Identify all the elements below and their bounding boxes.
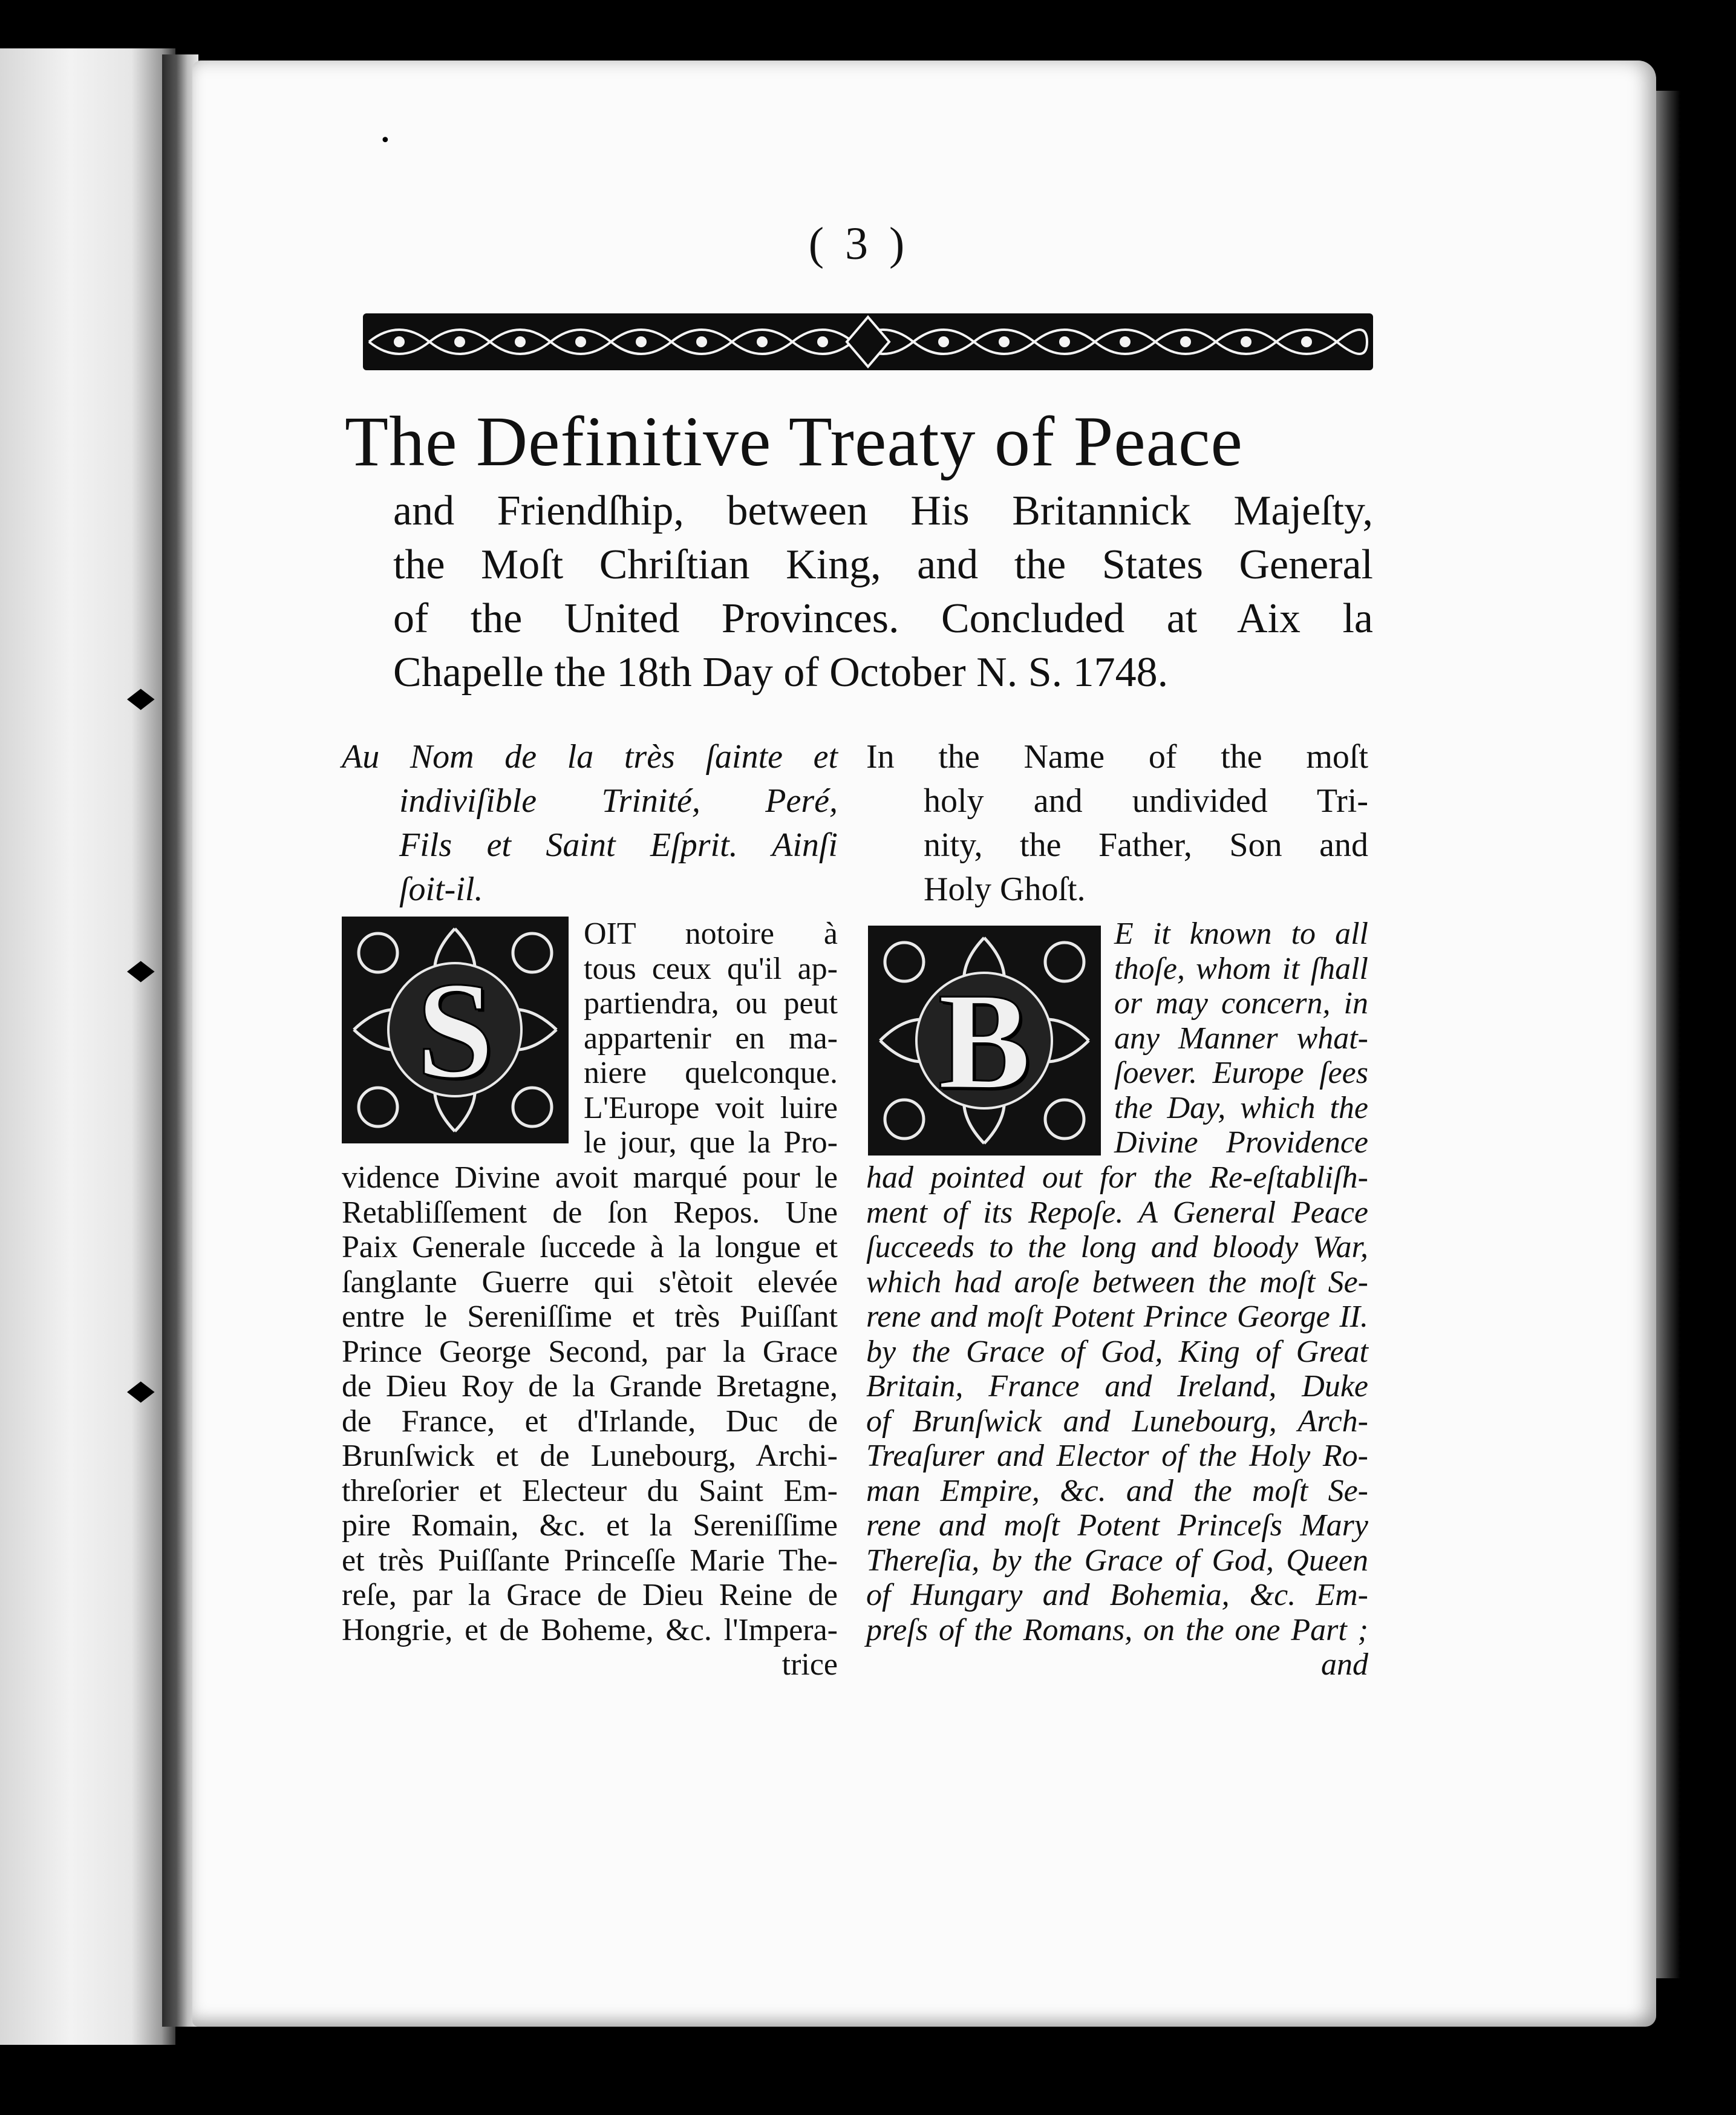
text-line: of Hungary and Bohemia, &c. Em- [866, 1578, 1368, 1612]
invocation-line: Holy Ghoſt. [924, 871, 1086, 908]
text-line: ſoever. Europe ſees [1114, 1056, 1368, 1090]
text-line: of Brunſwick and Lunebourg, Arch- [866, 1404, 1368, 1439]
english-column [866, 735, 1368, 925]
text-line: Hongrie, et de Boheme, &c. l'Impera- [342, 1612, 838, 1647]
text-line: appartenir en ma- [584, 1021, 838, 1056]
text-line: Treaſurer and Elector of the Holy Ro- [866, 1439, 1368, 1473]
text-line: et très Puiſſante Princeſſe Marie The- [342, 1543, 838, 1578]
text-line: Retabliſſement de ſon Repos. Une [342, 1195, 838, 1230]
invocation-line: Au Nom de la très ſainte et [342, 738, 838, 776]
invocation-line: Fils et Saint Eſprit. Ainſi [399, 826, 838, 864]
text-line: preſs of the Romans, on the one Part ; [866, 1612, 1368, 1647]
subtitle-line: and Friendſhip, between His Britannick Majeſty, [393, 488, 1373, 534]
text-line: man Empire, &c. and the moſt Se- [866, 1473, 1368, 1508]
text-line: any Manner what- [1114, 1021, 1368, 1056]
text-line: partiendra, ou peut [584, 986, 838, 1021]
text-line: ſucceeds to the long and bloody War, [866, 1230, 1368, 1264]
text-line: or may concern, in [1114, 986, 1368, 1021]
text-line: entre le Sereniſſime et très Puiſſant [342, 1299, 838, 1334]
decorated-initial-s [342, 917, 569, 1143]
invocation-line: indiviſible Trinité, Peré, [399, 782, 838, 820]
text-line: rene and moſt Potent Prince George II. [866, 1299, 1368, 1334]
english-body [866, 1160, 1368, 1682]
invocation-line: In the Name of the moſt [866, 738, 1368, 776]
text-line: vidence Divine avoit marqué pour le [342, 1160, 838, 1195]
french-invocation [342, 735, 838, 912]
text-line: Paix Generale ſuccede à la longue et [342, 1230, 838, 1264]
text-line: tous ceux qu'il ap- [584, 951, 838, 986]
text-line: the Day, which the [1114, 1090, 1368, 1125]
text-line: had pointed out for the Re-eſtabliſh- [866, 1160, 1368, 1195]
text-line: Prince George Second, par la Grace [342, 1334, 838, 1369]
english-invocation [866, 735, 1368, 912]
text-line: rene and moſt Potent Princeſs Mary [866, 1508, 1368, 1543]
text-line: by the Grace of God, King of Great [866, 1334, 1368, 1369]
text-line: reſe, par la Grace de Dieu Reine de [342, 1578, 838, 1612]
text-line: de Dieu Roy de la Grande Bretagne, [342, 1369, 838, 1404]
catchword: trice [782, 1647, 838, 1682]
text-line: thoſe, whom it ſhall [1114, 951, 1368, 986]
text-line: Thereſia, by the Grace of God, Queen [866, 1543, 1368, 1578]
text-line: ment of its Repoſe. A General Peace [866, 1195, 1368, 1230]
text-line: which had aroſe between the moſt Se- [866, 1264, 1368, 1299]
text-line: pire Romain, &c. et la Sereniſſime [342, 1508, 838, 1543]
printers-ornament-band [363, 309, 1373, 375]
text-line: le jour, que la Pro- [584, 1125, 838, 1160]
french-body [342, 1160, 838, 1682]
english-beside-initial [1114, 917, 1368, 1160]
treaty-title: The Definitive Treaty of Peace [345, 402, 1243, 481]
text-line: E it known to all [1114, 917, 1368, 951]
initial-letter: B [938, 963, 1031, 1118]
margin-dot-mark: • [380, 130, 391, 151]
invocation-line: holy and undivided Tri- [924, 782, 1368, 820]
page-right-edge [1656, 91, 1680, 1978]
invocation-line: ſoit-il. [399, 871, 483, 908]
text-line: Brunſwick et de Lunebourg, Archi- [342, 1439, 838, 1473]
facing-page-edge [0, 48, 175, 2045]
margin-arrow-mark: ◆ [126, 1373, 155, 1406]
decorated-initial-b [868, 926, 1101, 1156]
margin-arrow-mark: ◆ [126, 953, 155, 986]
subtitle-line: Chapelle the 18th Day of October N. S. 1748. [393, 649, 1169, 696]
text-line: ſanglante Guerre qui s'ètoit elevée [342, 1264, 838, 1299]
subtitle-line: of the United Provinces. Concluded at Aix la [393, 595, 1373, 642]
text-line: de France, et d'Irlande, Duc de [342, 1404, 838, 1439]
text-line: Divine Providence [1114, 1125, 1368, 1160]
page-number: ( 3 ) [808, 218, 910, 269]
text-line: niere quelconque. [584, 1056, 838, 1090]
text-line: Britain, France and Ireland, Duke [866, 1369, 1368, 1404]
text-line: OIT notoire à [584, 917, 838, 951]
text-line: threſorier et Electeur du Saint Em- [342, 1473, 838, 1508]
subtitle-line: the Moſt Chriſtian King, and the States General [393, 541, 1373, 588]
text-line: L'Europe voit luire [584, 1090, 838, 1125]
treaty-subtitle [393, 484, 1373, 699]
initial-letter: S [416, 953, 494, 1107]
french-beside-initial [584, 917, 838, 1160]
catchword: and [1321, 1647, 1368, 1682]
margin-arrow-mark: ◆ [126, 681, 155, 713]
french-column [342, 735, 838, 925]
invocation-line: nity, the Father, Son and [924, 826, 1368, 864]
